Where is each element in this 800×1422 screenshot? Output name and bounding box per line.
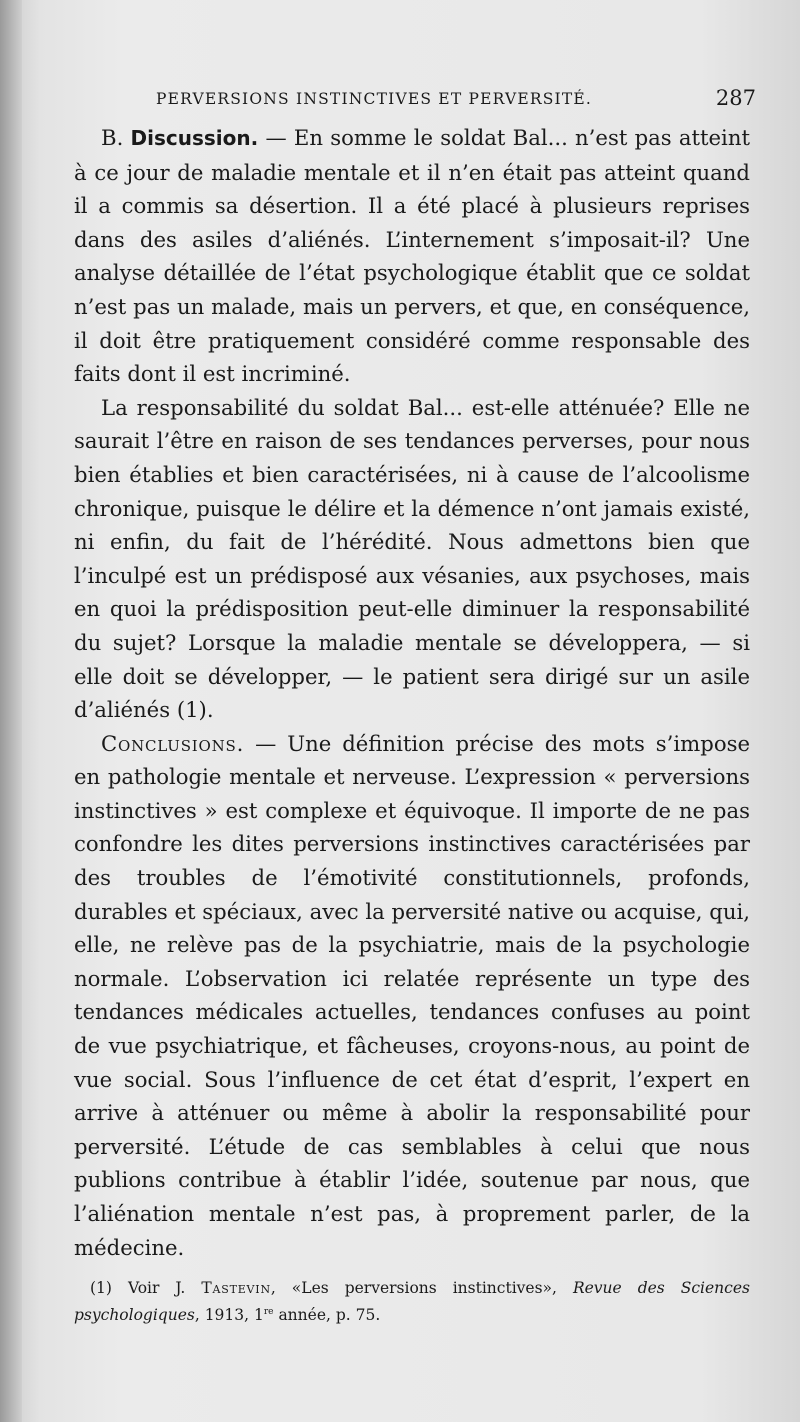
running-header <box>156 86 756 116</box>
page-body <box>74 121 750 1264</box>
footnotes <box>74 1276 750 1327</box>
paragraph-text: — Une définition précise des mots s’impose en pathologie mentale et nerveuse. L’expression « perversions instinctives » est complexe et équivoque. Il importe de ne pas confondre les dites perversions instinctives caractérisées par des troubles de l’émotivité constitutionnels, profonds, durables et spéciaux, avec la perversité native ou acquise, qui, elle, ne relève pas de la psychiatrie, mais de la psychologie normale. L’observation ici relatée représente un type des tendances médicales actuelles, tendances confuses au point de vue psychiatrique, et fâcheuses, croyons-nous, au point de vue social. Sous l’influence de cet état d’esprit, l’expert en arrive à atténuer ou même à abolir la responsabilité pour perversité. L’étude de cas semblables à celui que nous publions contribue à établir l’idée, soutenue par nous, que l’aliénation mentale n’est pas, à proprement parler, de la médecine. <box>74 730 750 1260</box>
page-gutter-shadow <box>0 0 22 1422</box>
paragraph-responsabilite <box>74 391 750 727</box>
footnote-prefix: (1) Voir J. <box>90 1279 202 1297</box>
footnote-1 <box>74 1276 750 1327</box>
footnote-journal: Revue des Sciences psychologiques <box>74 1279 750 1325</box>
page-number: 287 <box>715 86 756 110</box>
footnote-author: Tastevin <box>201 1279 271 1297</box>
paragraph-text: — En somme le soldat Bal... n’est pas atteint à ce jour de maladie mentale et il n’en était pas atteint quand il a commis sa désertion. Il a été placé à plusieurs reprises dans des asiles d’aliénés. L’internement s’imposait-il? Une analyse détaillée de l’état psychologique établit que ce soldat n’est pas un malade, mais un pervers, et que, en conséquence, il doit être pratiquement considéré comme responsable des faits dont il est incriminé. <box>74 125 750 387</box>
running-title: PERVERSIONS INSTINCTIVES ET PERVERSITÉ. <box>156 90 593 108</box>
section-heading-discussion: Discussion. <box>130 126 259 150</box>
footnote-rest: année, p. 75. <box>273 1306 381 1325</box>
footnote-title: , «Les perversions instinctives», <box>270 1279 573 1297</box>
footnote-superscript: re <box>263 1307 274 1317</box>
section-letter: B. <box>101 125 131 150</box>
footnote-year: , 1913, 1 <box>194 1306 264 1325</box>
paragraph-discussion <box>74 121 750 391</box>
section-heading-conclusions: Conclusions. <box>101 730 245 756</box>
paragraph-text: La responsabilité du soldat Bal... est-elle atténuée? Elle ne saurait l’être en raison de ses tendances perverses, pour nous bien établies et bien caractérisées, ni à cause de l’alcoolisme chronique, puisque le délire et la démence n’ont jamais existé, ni enfin, du fait de l’hérédité. Nous admettons bien que l’inculpé est un prédisposé aux vésanies, aux psychoses, mais en quoi la prédisposition peut-elle diminuer la responsabilité du sujet? Lorsque la maladie mentale se développera, — si elle doit se développer, — le patient sera dirigé sur un asile d’aliénés (1). <box>74 394 750 723</box>
paragraph-conclusions <box>74 727 750 1265</box>
